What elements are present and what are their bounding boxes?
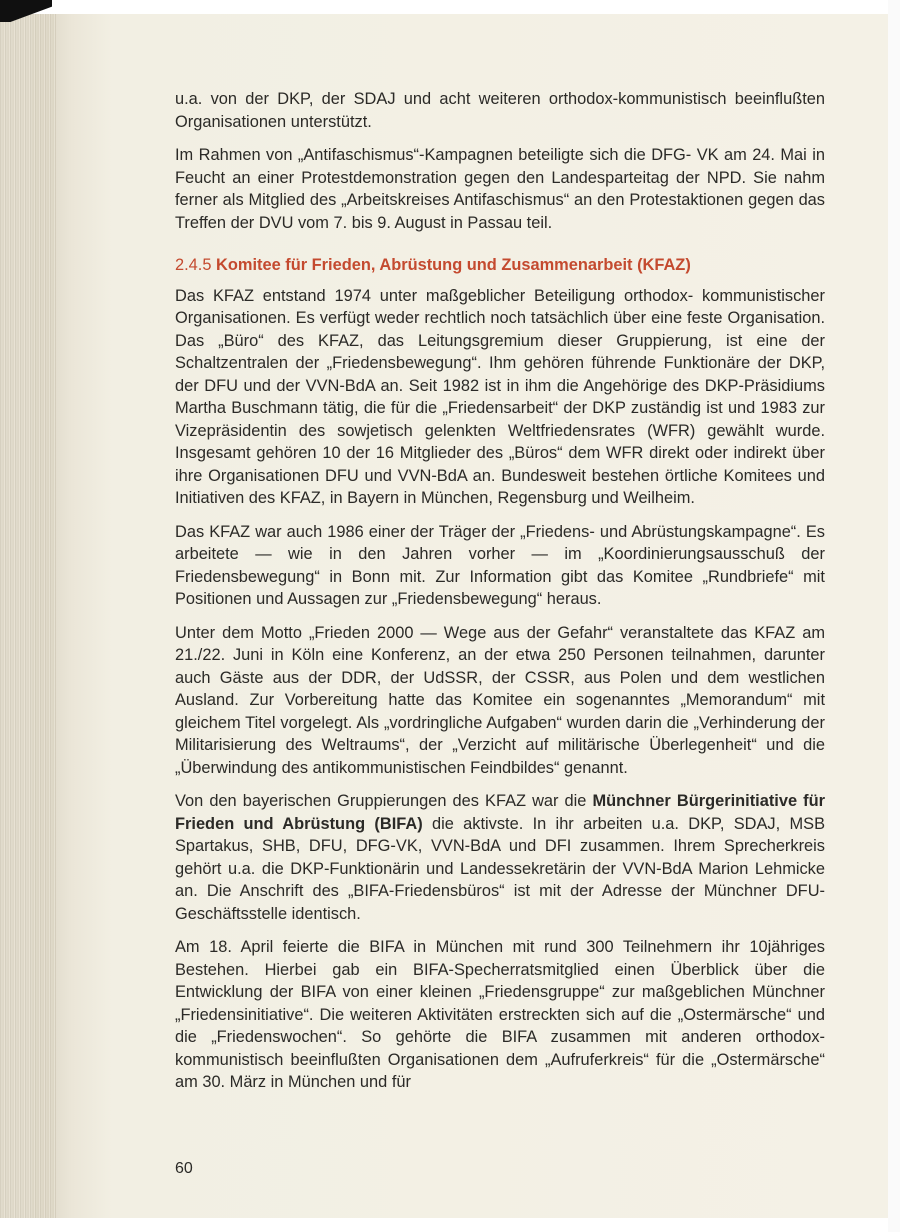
- section-heading: [175, 254, 825, 277]
- paragraph: u.a. von der DKP, der SDAJ und acht weiteren orthodox-kommunistisch beeinflußten Organisationen unterstützt.: [175, 90, 825, 131]
- paragraph: Am 18. April feierte die BIFA in München mit rund 300 Teilnehmern ihr 10jähriges Bestehen. Hierbei gab ein BIFA-Specherratsmitglied einen Überblick über die Entwicklung der BIFA von einer kleinen „Friedensgruppe“ zur maßgeblichen Münchner „Friedensinitiative“. Die weiteren Aktivitäten erstreckten sich auf die „Ostermärsche“ und die „Friedenswochen“. So gehörte die BIFA zusammen mit anderen orthodox-kommunistisch beeinflußten Organisationen dem „Aufruferkreis“ für die „Ostermärsche“ am 30. März in München und für: [175, 938, 825, 1091]
- page-number: 60: [175, 1160, 193, 1177]
- paragraph: Im Rahmen von „Antifaschismus“-Kampagnen beteiligte sich die DFG- VK am 24. Mai in Feucht an einer Protestdemonstration gegen den Landesparteitag der NPD. Sie nahm ferner als Mitglied des „Arbeitskreises Antifaschismus“ an den Protestaktionen gegen das Treffen der DVU vom 7. bis 9. August in Passau teil.: [175, 146, 825, 232]
- paragraph: Unter dem Motto „Frieden 2000 — Wege aus der Gefahr“ veranstaltete das KFAZ am 21./22. Juni in Köln eine Konferenz, an der etwa 250 Personen teilnahmen, darunter auch Gäste aus der DDR, der UdSSR, der CSSR, aus Polen und dem westlichen Ausland. Zur Vorbereitung hatte das Komitee ein sogenanntes „Memorandum“ mit gleichem Titel vorgelegt. Als „vordringliche Aufgaben“ wurden darin die „Verhinderung der Militarisierung des Weltraums“, der „Verzicht auf militärische Überlegenheit“ und die „Überwindung des antikommunistischen Feindbildes“ genannt.: [175, 623, 825, 777]
- section-number: 2.4.5: [175, 256, 212, 274]
- section-title: Komitee für Frieden, Abrüstung und Zusammenarbeit (KFAZ): [216, 256, 691, 274]
- paragraph: Das KFAZ war auch 1986 einer der Träger der „Friedens- und Abrüstungskampagne“. Es arbeitete — wie in den Jahren vorher — im „Koordinierungsausschuß der Friedensbewegung“ in Bonn mit. Zur Information gibt das Komitee „Rundbriefe“ mit Positionen und Aussagen zur „Friedensbewegung“ heraus.: [175, 522, 825, 608]
- scan-border: [888, 0, 900, 1232]
- bifa-bold-name: Münchner Bürgerinitiative für Frieden und Abrüstung (BIFA): [175, 792, 825, 833]
- paragraph-bifa: [175, 790, 825, 925]
- page-edge-stack: [0, 14, 56, 1218]
- bifa-text-before: Von den bayerischen Gruppierungen des KFAZ war die: [175, 792, 593, 810]
- bifa-text-after: die aktivste. In ihr arbeiten u.a. DKP, SDAJ, MSB Spartakus, SHB, DFU, DFG-VK, VVN-BdA und DFI zusammen. Ihrem Sprecherkreis gehört u.a. die DKP-Funktionärin und Landessekretärin der VVN-BdA Marion Lehmicke an. Die Anschrift des „BIFA-Friedensbüros“ ist mit der Adresse der Münchner DFU-Geschäftsstelle identisch.: [175, 814, 825, 923]
- paragraph: Das KFAZ entstand 1974 unter maßgeblicher Beteiligung orthodox- kommunistischer Organisationen. Es verfügt weder rechtlich noch tatsächlich über eine feste Organisation. Das „Büro“ des KFAZ, das Leitungsgremium dieser Gruppierung, ist eine der Schaltzentralen der „Friedensbewegung“. Ihm gehören führende Funktionäre der DKP, der DFU und der VVN-BdA an. Seit 1982 ist in ihm die Angehörige des DKP-Präsidiums Martha Buschmann tätig, die für die „Friedensarbeit“ der DKP zuständig ist und 1983 zur Vizepräsidentin des sowjetisch gelenkten Weltfriedensrates (WFR) gewählt wurde. Insgesamt gehören 10 der 16 Mitglieder des „Büros“ dem WFR direkt oder indirekt über ihre Organisationen DFU und VVN-BdA an. Bundesweit bestehen örtliche Komitees und Initiativen des KFAZ, in Bayern in München, Regensburg und Weilheim.: [175, 286, 825, 507]
- page-body: [175, 88, 825, 1105]
